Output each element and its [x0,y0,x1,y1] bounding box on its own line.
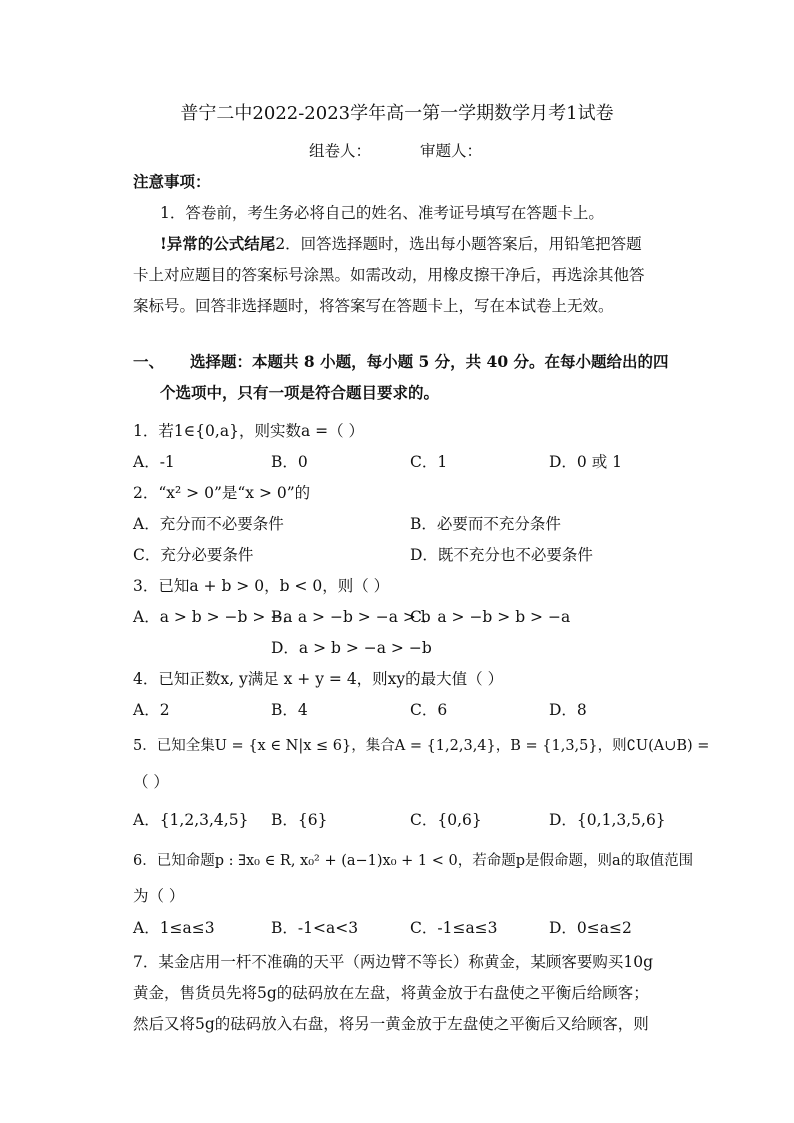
section-1-instruction-line-2: 个选项中，只有一项是符合题目要求的。 [160,383,440,402]
reviewer-label: 审题人： [420,142,483,160]
formula-error-mark: !异常的公式结尾 [160,234,276,253]
question-2-stem: 2．“x² > 0”是“x > 0”的 [133,484,311,502]
question-4-option-a: A．2 [133,701,170,719]
section-1-instruction-line-1: 选择题：本题共 8 小题，每小题 5 分，共 40 分。在每小题给出的四 [190,352,669,371]
question-2-option-a: A．充分而不必要条件 [133,515,284,533]
question-1-option-c: C．1 [410,453,448,471]
question-3-option-d: D．a > b > −a > −b [271,639,432,657]
notice-heading: 注意事项： [133,172,211,191]
notice-item-2-line-1 [160,234,642,254]
question-3-option-b: B．a > −b > −a > b [271,608,431,626]
question-3-option-a: A．a > b > −b > −a [133,608,293,626]
exam-title: 普宁二中2022-2023学年高一第一学期数学月考1试卷 [180,103,614,124]
section-1-number: 一、 [133,352,165,371]
question-4-option-d: D．8 [549,701,587,719]
question-3-option-c: C．a > −b > b > −a [410,608,571,626]
question-1-stem: 1．若1∈{0,a}，则实数a =（ ） [133,422,365,440]
question-6-stem: 6．已知命题p : ∃x₀ ∈ R, x₀² + (a−1)x₀ + 1 < 0，若命题p是假命题，则a的取值范围 [133,853,694,869]
question-5-option-c: C．{0,6} [410,811,482,829]
notice-item-2-text: 2．回答选择题时，选出每小题答案后，用铅笔把答题 [275,235,642,253]
question-6-option-c: C．-1≤a≤3 [410,919,498,937]
question-1-option-b: B．0 [271,453,308,471]
question-2-option-c: C．充分必要条件 [133,546,254,564]
question-5-stem-continued: （ ） [133,773,169,791]
question-5-stem: 5．已知全集U = {x ∈ N|x ≤ 6}，集合A = {1,2,3,4}，B = {1,3,5}，则∁U(A∪B) = [133,738,710,754]
composer-label: 组卷人： [309,142,372,160]
notice-item-2-line-3: 案标号。回答非选择题时，将答案写在答题卡上，写在本试卷上无效。 [133,297,614,315]
question-5-option-a: A．{1,2,3,4,5} [133,811,249,829]
question-6-option-a: A．1≤a≤3 [133,919,215,937]
question-3-stem: 3．已知a + b > 0，b < 0，则（ ） [133,577,390,595]
notice-item-2-line-2: 卡上对应题目的答案标号涂黑。如需改动，用橡皮擦干净后，再选涂其他答 [133,266,645,284]
question-1-option-a: A．-1 [133,453,175,471]
question-7-line-1: 7．某金店用一杆不准确的天平（两边臂不等长）称黄金，某顾客要购买10g [133,953,654,971]
question-4-stem: 4．已知正数x, y满足 x + y = 4，则xy的最大值（ ） [133,670,504,688]
question-6-stem-continued: 为（ ） [133,887,185,905]
question-6-option-b: B．-1<a<3 [271,919,359,937]
question-7-line-3: 然后又将5g的砝码放入右盘，将另一黄金放于左盘使之平衡后又给顾客，则 [133,1015,649,1033]
notice-item-1: 1．答卷前，考生务必将自己的姓名、准考证号填写在答题卡上。 [160,204,604,222]
question-5-option-d: D．{0,1,3,5,6} [549,811,666,829]
question-6-option-d: D．0≤a≤2 [549,919,632,937]
question-5-option-b: B．{6} [271,811,328,829]
question-2-option-b: B．必要而不充分条件 [410,515,561,533]
question-4-option-b: B．4 [271,701,308,719]
question-4-option-c: C．6 [410,701,448,719]
question-7-line-2: 黄金，售货员先将5g的砝码放在左盘，将黄金放于右盘使之平衡后给顾客； [133,984,649,1002]
question-2-option-d: D．既不充分也不必要条件 [410,546,593,564]
question-1-option-d: D．0 或 1 [549,453,623,471]
